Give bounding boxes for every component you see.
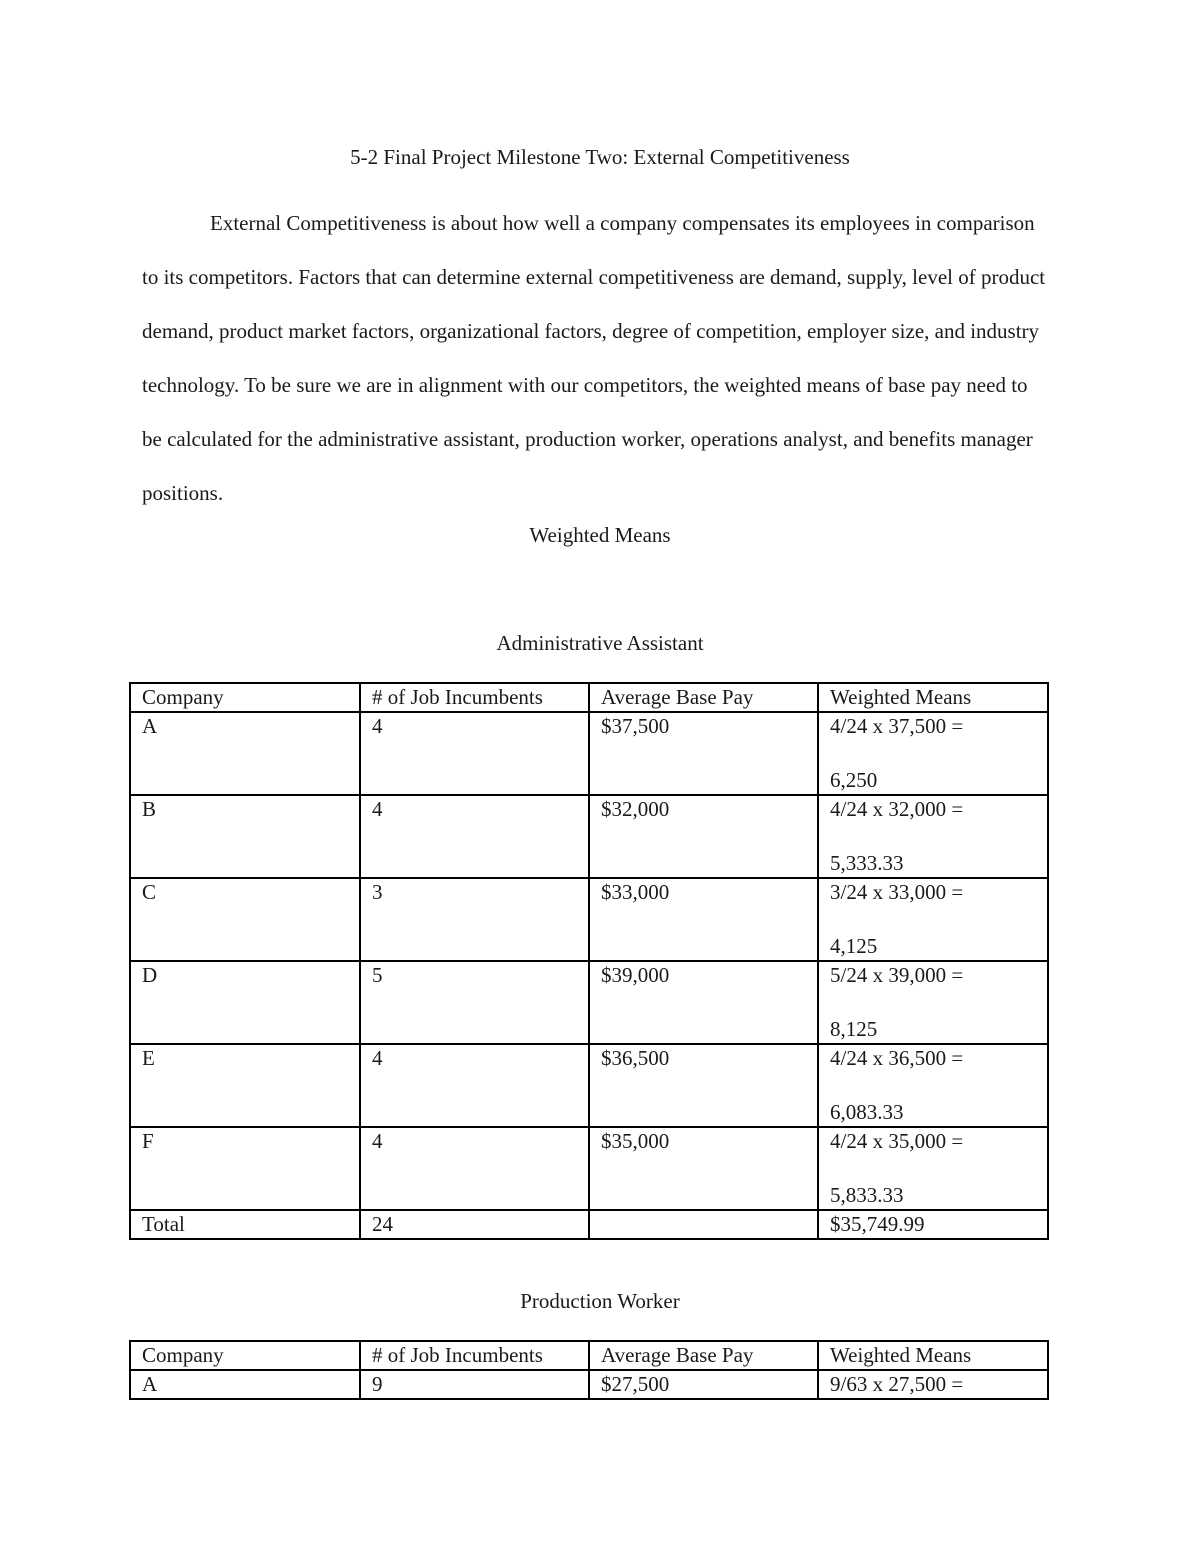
document-title: 5-2 Final Project Milestone Two: External Competitiveness bbox=[350, 145, 850, 169]
weighted-result: 6,250 bbox=[830, 768, 878, 792]
weighted-result: 5,333.33 bbox=[830, 851, 904, 875]
table-row bbox=[130, 961, 1048, 1044]
weighted-result: 6,083.33 bbox=[830, 1100, 904, 1124]
weighted-mean-cell bbox=[818, 712, 1048, 795]
column-header: Weighted Means bbox=[818, 683, 1048, 712]
weighted-result: 5,833.33 bbox=[830, 1183, 904, 1207]
admin-table-heading: Administrative Assistant bbox=[496, 631, 704, 655]
weighted-formula: 5/24 x 39,000 = bbox=[830, 963, 964, 987]
total-pay-cell bbox=[589, 1210, 818, 1239]
weighted-formula: 4/24 x 37,500 = bbox=[830, 714, 964, 738]
column-header: Company bbox=[130, 683, 360, 712]
weighted-mean-cell bbox=[818, 795, 1048, 878]
production-table-heading: Production Worker bbox=[520, 1289, 680, 1313]
weighted-formula: 4/24 x 32,000 = bbox=[830, 797, 964, 821]
table-header-row bbox=[130, 683, 1048, 712]
column-header: Weighted Means bbox=[818, 1341, 1048, 1370]
weighted-mean-cell bbox=[818, 1044, 1048, 1127]
table-row bbox=[130, 712, 1048, 795]
table-row bbox=[130, 795, 1048, 878]
weighted-mean-cell bbox=[818, 1127, 1048, 1210]
weighted-mean-cell bbox=[818, 878, 1048, 961]
incumbents-cell: 4 bbox=[360, 712, 589, 795]
column-header: # of Job Incumbents bbox=[360, 1341, 589, 1370]
table-row bbox=[130, 878, 1048, 961]
weighted-formula: 9/63 x 27,500 = bbox=[818, 1370, 1048, 1399]
body-paragraph bbox=[142, 196, 1047, 520]
paragraph-text: External Competitiveness is about how well a company compensates its employees in comparison to its competitors. Factors that can determine external competitiveness are demand, supply, level of product demand, product market factors, organizational factors, degree of competition, employer size, and industry technology. To be sure we are in alignment with our competitors, the weighted means of base pay need to be calculated for the administrative assistant, production worker, operations analyst, and benefits manager positions. bbox=[142, 211, 1046, 505]
weighted-result: 8,125 bbox=[830, 1017, 878, 1041]
total-label-cell: Total bbox=[130, 1210, 360, 1239]
column-header: # of Job Incumbents bbox=[360, 683, 589, 712]
incumbents-cell: 9 bbox=[360, 1370, 589, 1399]
company-cell: E bbox=[130, 1044, 360, 1127]
admin-weighted-means-table bbox=[129, 682, 1049, 1240]
company-cell: D bbox=[130, 961, 360, 1044]
total-weighted-cell: $35,749.99 bbox=[818, 1210, 1048, 1239]
column-header: Average Base Pay bbox=[589, 683, 818, 712]
company-cell: A bbox=[130, 1370, 360, 1399]
pay-cell: $27,500 bbox=[589, 1370, 818, 1399]
incumbents-cell: 5 bbox=[360, 961, 589, 1044]
table-total-row bbox=[130, 1210, 1048, 1239]
incumbents-cell: 4 bbox=[360, 795, 589, 878]
pay-cell: $36,500 bbox=[589, 1044, 818, 1127]
company-cell: A bbox=[130, 712, 360, 795]
pay-cell: $32,000 bbox=[589, 795, 818, 878]
table-row bbox=[130, 1044, 1048, 1127]
pay-cell: $35,000 bbox=[589, 1127, 818, 1210]
company-cell: C bbox=[130, 878, 360, 961]
weighted-formula: 3/24 x 33,000 = bbox=[830, 880, 964, 904]
company-cell: B bbox=[130, 795, 360, 878]
production-weighted-means-table bbox=[129, 1340, 1049, 1400]
column-header: Company bbox=[130, 1341, 360, 1370]
incumbents-cell: 4 bbox=[360, 1127, 589, 1210]
pay-cell: $33,000 bbox=[589, 878, 818, 961]
weighted-formula: 4/24 x 36,500 = bbox=[830, 1046, 964, 1070]
pay-cell: $39,000 bbox=[589, 961, 818, 1044]
company-cell: F bbox=[130, 1127, 360, 1210]
pay-cell: $37,500 bbox=[589, 712, 818, 795]
section-heading: Weighted Means bbox=[529, 523, 671, 547]
weighted-formula: 4/24 x 35,000 = bbox=[830, 1129, 964, 1153]
weighted-mean-cell bbox=[818, 961, 1048, 1044]
table-header-row bbox=[130, 1341, 1048, 1370]
table-row bbox=[130, 1370, 1048, 1399]
weighted-result: 4,125 bbox=[830, 934, 878, 958]
table-row bbox=[130, 1127, 1048, 1210]
total-incumbents-cell: 24 bbox=[360, 1210, 589, 1239]
incumbents-cell: 3 bbox=[360, 878, 589, 961]
column-header: Average Base Pay bbox=[589, 1341, 818, 1370]
incumbents-cell: 4 bbox=[360, 1044, 589, 1127]
